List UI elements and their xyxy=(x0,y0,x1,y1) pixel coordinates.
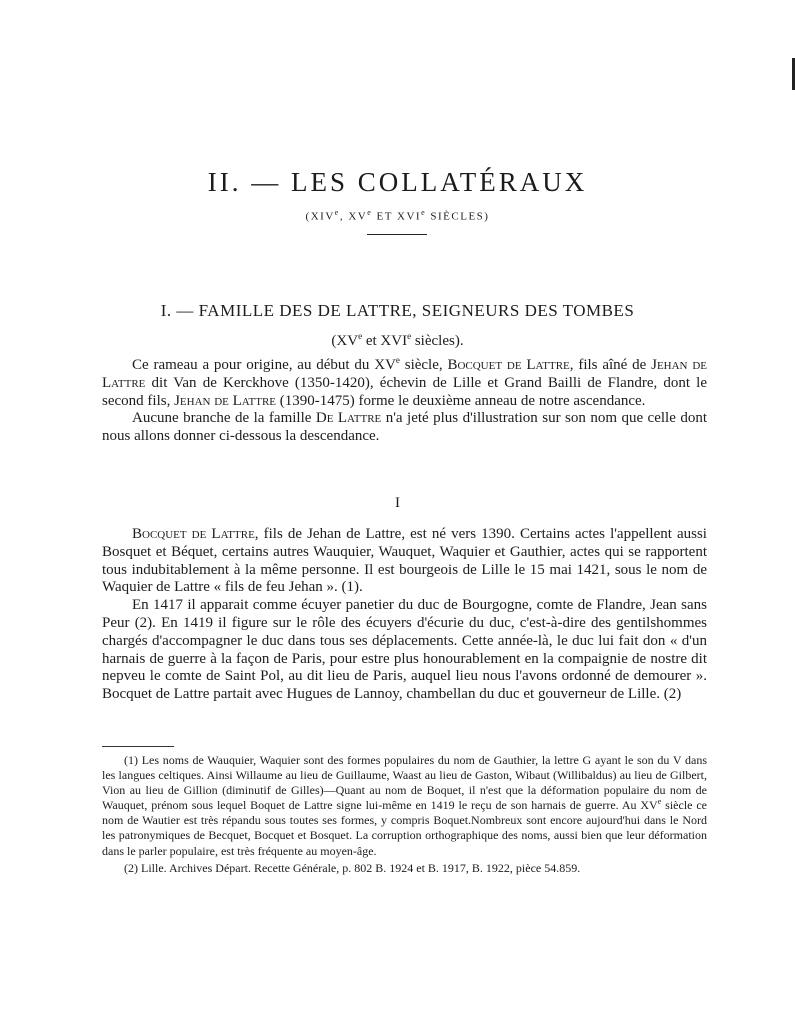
subsection-numeral: I xyxy=(395,495,400,511)
title-divider xyxy=(367,234,427,235)
footnote-divider xyxy=(102,746,174,747)
intro-paragraph-2: Aucune branche de la famille De Lattre n'a jeté plus d'illustration sur son nom que celle dont nous allons donner ci-dessous la descendance. xyxy=(102,410,707,445)
intro-text xyxy=(102,357,707,446)
chapter-subtitle: (XIVe, XVe ET XVIe SIÈCLES) xyxy=(305,208,490,223)
intro-paragraph-1: Ce rameau a pour origine, au début du XVe siècle, Bocquet de Lattre, fils aîné de Jehan de Lattre dit Van de Kerckhove (1350-1420), échevin de Lille et Grand Bailli de Flandre, dont le second fils, Jehan de Lattre (1390-1475) forme le deuxième anneau de notre ascendance. xyxy=(102,355,707,409)
footnotes xyxy=(102,753,707,876)
person-name: Jehan de Lattre xyxy=(174,392,277,409)
main-paragraph-1: Bocquet de Lattre, fils de Jehan de Lattre, est né vers 1390. Certains actes l'appellent aussi Bosquet et Béquet, certains autres Wauquier, Wauquet, Waquier et Gauthier, actes qui se rapportent tous indubitablement à la même personne. Il est bourgeois de Lille le 15 mai 1421, sous le nom de Waquier de Lattre « fils de feu Jehan ». (1). xyxy=(102,526,707,596)
section-subtitle: (XVe et XVIe siècles). xyxy=(331,331,464,349)
person-name: Bocquet de Lattre xyxy=(132,526,255,542)
main-paragraph-2: En 1417 il apparait comme écuyer panetier du duc de Bourgogne, comte de Flandre, Jean sans Peur (2). En 1419 il figure sur le rôle des écuyers d'écurie du duc, c'est-à-dire des gentilshommes chargés d'accompagner le duc dans tous ses déplacements. Cette année-là, le duc lui fait don « d'un harnais de guerre à la façon de Paris, pour estre plus honourablement en la compaignie de nostre dit nepveu le comte de Saint Pol, au dit lieu de Paris, auquel lieu nous l'avons ordonné de demourer ». Bocquet de Lattre partait avec Hugues de Lannoy, chambellan du duc et gouverneur de Lille. (2) xyxy=(102,597,707,703)
chapter-title: II. — LES COLLATÉRAUX xyxy=(207,167,588,197)
footnote-1: (1) Les noms de Wauquier, Waquier sont des formes populaires du nom de Gauthier, la lettre G ayant le son du V dans les langues celtiques. Ainsi Willaume au lieu de Guillaume, Waast au lieu de Gaston, Wibaut (Willibaldus) au lieu de Gilbert, Vion au lieu de Gillion (diminutif de Gilles)—Quant au nom de Boquet, il n'est que la déformation populaire du nom de Wauquet, prénom sous lequel Boquet de Lattre signe lui-même en 1419 le reçu de son harnais de guerre. Au XVe siècle ce nom de Wautier est très répandu sous toutes ses formes, y compris Boquet.Nombreux sont encore aujourd'hui dans le Nord les patronymiques de Becquet, Bocquet et Bosquet. La corruption orthographique des noms, aussi bien que leur déformation dans le parler populaire, est très fréquente au moyen-âge. xyxy=(102,753,708,858)
footnote-2: (2) Lille. Archives Départ. Recette Générale, p. 802 B. 1924 et B. 1917, B. 1922, pièce 54.859. xyxy=(124,860,581,875)
section-title: I. — FAMILLE DES DE LATTRE, SEIGNEURS DES TOMBES xyxy=(160,301,635,320)
main-text xyxy=(102,526,707,704)
person-name: De Lattre xyxy=(315,410,382,427)
person-name: Bocquet de Lattre xyxy=(447,357,570,373)
person-name: Jehan de Lattre xyxy=(102,357,707,391)
